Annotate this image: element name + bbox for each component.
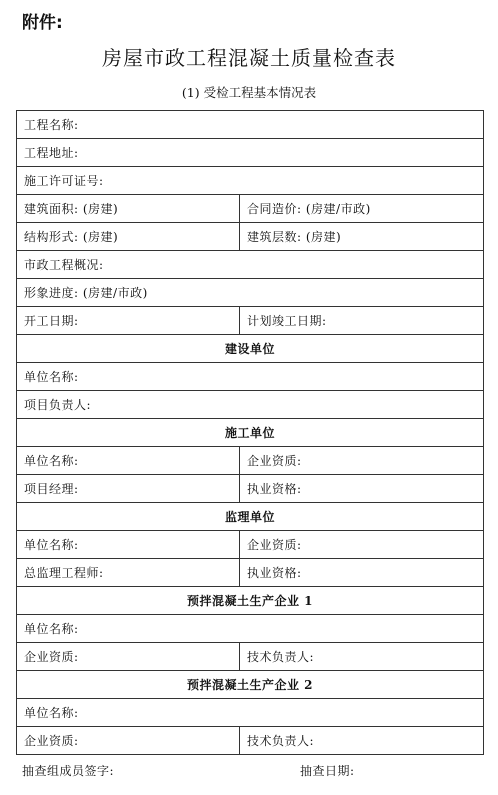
section-header-row	[17, 503, 484, 531]
table-row	[17, 139, 484, 167]
municipal-overview-field[interactable]: 市政工程概况:	[17, 251, 484, 279]
table-subtitle: (1) 受检工程基本情况表	[181, 85, 317, 100]
inspection-date-label: 抽查日期:	[300, 764, 355, 778]
table-row	[17, 475, 484, 503]
supervisor-qualification-field[interactable]: 企业资质:	[240, 531, 484, 559]
concrete-2-technical-leader-field[interactable]: 技术负责人:	[240, 727, 484, 755]
table-row	[17, 195, 484, 223]
inspector-signature-label: 抽查组成员签字:	[22, 764, 115, 778]
table-row	[17, 363, 484, 391]
builder-project-leader-field[interactable]: 项目负责人:	[17, 391, 484, 419]
section-header-row	[17, 587, 484, 615]
contractor-unit-name-field[interactable]: 单位名称:	[17, 447, 240, 475]
concrete-2-qualification-field[interactable]: 企业资质:	[17, 727, 240, 755]
supervisor-chief-engineer-field[interactable]: 总监理工程师:	[17, 559, 240, 587]
contractor-license-field[interactable]: 执业资格:	[240, 475, 484, 503]
supervisor-section-heading: 监理单位	[17, 503, 484, 531]
start-date-field[interactable]: 开工日期:	[17, 307, 240, 335]
table-row	[17, 447, 484, 475]
contract-price-field[interactable]: 合同造价: (房建/市政)	[240, 195, 484, 223]
table-row	[17, 531, 484, 559]
table-row	[17, 279, 484, 307]
page-title: 房屋市政工程混凝土质量检查表	[102, 46, 396, 70]
concrete-1-technical-leader-field[interactable]: 技术负责人:	[240, 643, 484, 671]
table-row	[17, 223, 484, 251]
supervisor-license-field[interactable]: 执业资格:	[240, 559, 484, 587]
section-header-row	[17, 671, 484, 699]
project-address-field[interactable]: 工程地址:	[17, 139, 484, 167]
table-row	[17, 167, 484, 195]
contractor-section-heading: 施工单位	[17, 419, 484, 447]
supervisor-unit-name-field[interactable]: 单位名称:	[17, 531, 240, 559]
section-header-row	[17, 419, 484, 447]
progress-field[interactable]: 形象进度: (房建/市政)	[17, 279, 484, 307]
construction-permit-field[interactable]: 施工许可证号:	[17, 167, 484, 195]
concrete-2-section-heading: 预拌混凝土生产企业 2	[17, 671, 484, 699]
table-row	[17, 251, 484, 279]
building-area-field[interactable]: 建筑面积: (房建)	[17, 195, 240, 223]
builder-section-heading: 建设单位	[17, 335, 484, 363]
concrete-1-qualification-field[interactable]: 企业资质:	[17, 643, 240, 671]
planned-completion-field[interactable]: 计划竣工日期:	[240, 307, 484, 335]
concrete-1-unit-name-field[interactable]: 单位名称:	[17, 615, 484, 643]
project-info-table	[16, 110, 484, 755]
contractor-qualification-field[interactable]: 企业资质:	[240, 447, 484, 475]
table-row	[17, 727, 484, 755]
table-row	[17, 643, 484, 671]
structure-form-field[interactable]: 结构形式: (房建)	[17, 223, 240, 251]
concrete-2-unit-name-field[interactable]: 单位名称:	[17, 699, 484, 727]
table-row	[17, 615, 484, 643]
project-name-field[interactable]: 工程名称:	[17, 111, 484, 139]
building-floors-field[interactable]: 建筑层数: (房建)	[240, 223, 484, 251]
table-row	[17, 307, 484, 335]
section-header-row	[17, 335, 484, 363]
builder-unit-name-field[interactable]: 单位名称:	[17, 363, 484, 391]
attachment-label: 附件:	[22, 13, 63, 33]
concrete-1-section-heading: 预拌混凝土生产企业 1	[17, 587, 484, 615]
table-row	[17, 559, 484, 587]
table-row	[17, 111, 484, 139]
contractor-project-manager-field[interactable]: 项目经理:	[17, 475, 240, 503]
table-row	[17, 391, 484, 419]
table-row	[17, 699, 484, 727]
